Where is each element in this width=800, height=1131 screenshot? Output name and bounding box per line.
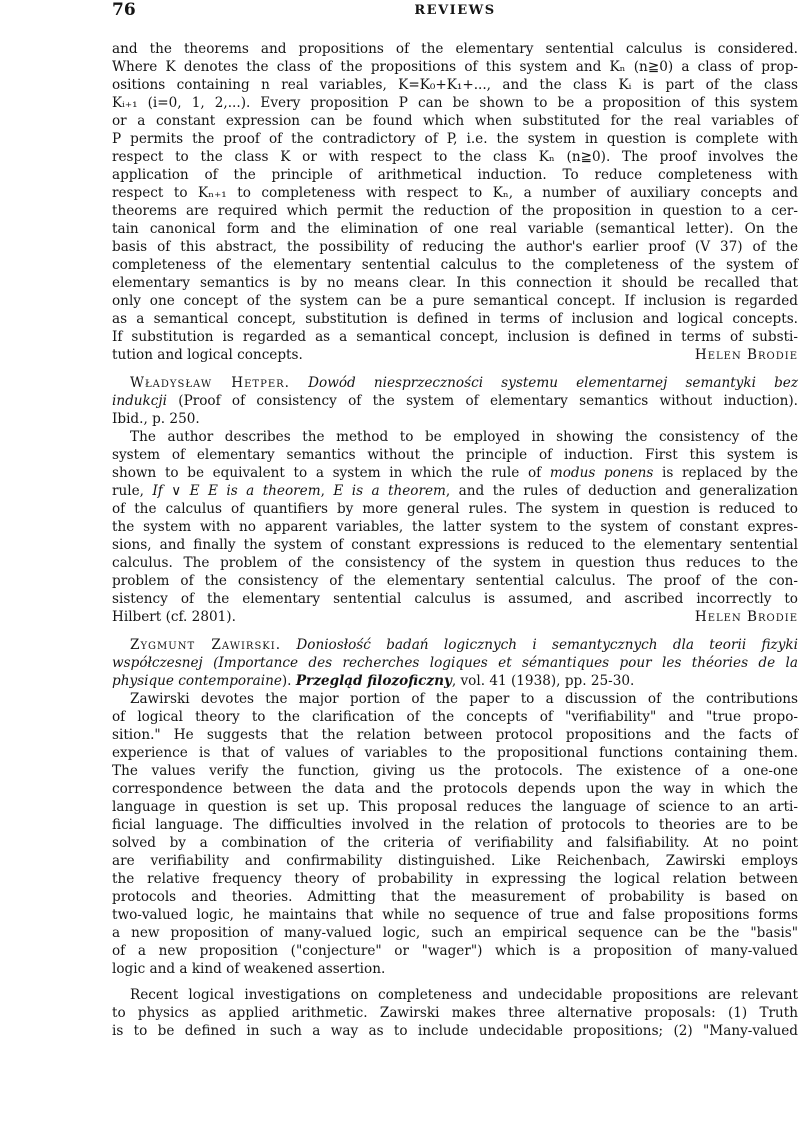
- text-line: sition." He suggests that the relation between protocol propositions and the facts of: [112, 727, 798, 743]
- review-heading: współczesnej (Importance des recherches logiques et sémantiques pour les théories de la: [112, 655, 798, 671]
- text-line: P permits the proof of the contradictory of P, i.e. the system in question is complete with: [112, 131, 798, 147]
- review-heading: indukcji (Proof of consistency of the system of elementary semantics without induction).: [112, 393, 798, 409]
- text-line: sions, and finally the system of constant expressions is reduced to the elementary sentential: [112, 537, 798, 553]
- text-line: solved by a combination of the criteria of verifiability and falsifiability. At no point: [112, 835, 798, 851]
- text-line: to physics as applied arithmetic. Zawirski makes three alternative proposals: (1) Truth: [112, 1005, 798, 1021]
- text-line: of a new proposition ("conjecture" or "wager") which is a proposition of many-valued: [112, 943, 798, 959]
- text-line: language in question is set up. This proposal reduces the language of science to an arti-: [112, 799, 798, 815]
- page-body: [112, 40, 798, 1040]
- text-line: system of elementary semantics without the principle of induction. First this system is: [112, 447, 798, 463]
- closing-text: tution and logical concepts.: [112, 347, 303, 363]
- text-line: The values verify the function, giving us the protocols. The existence of a one-one: [112, 763, 798, 779]
- reviewer-signature: Helen Brodie: [694, 609, 798, 625]
- page-number: 76: [112, 0, 136, 20]
- closing-line: [112, 608, 798, 626]
- text-line: logic and a kind of weakened assertion.: [112, 961, 386, 977]
- text-line: or a constant expression can be found which when substituted for the real variables of: [112, 113, 798, 129]
- text-line: Where K denotes the class of the propositions of this system and Kₙ (n≧0) a class of prop-: [112, 59, 798, 75]
- review-heading: Ibid., p. 250.: [112, 411, 200, 427]
- text-line: respect to Kₙ₊₁ to completeness with respect to Kₙ, a number of auxiliary concepts and: [112, 185, 798, 201]
- review-heading: physique contemporaine). Przegląd filozoficzny, vol. 41 (1938), pp. 25-30.: [112, 673, 635, 689]
- text-line: of the calculus of quantifiers by more general rules. The system in question is reduced to: [112, 501, 798, 517]
- review-heading: [112, 636, 798, 654]
- text-line: are verifiability and confirmability distinguished. Like Reichenbach, Zawirski employs: [112, 853, 798, 869]
- reviewer-signature: Helen Brodie: [694, 347, 798, 363]
- review-continuation: [112, 40, 798, 364]
- page-header: [112, 0, 798, 24]
- text-line: as a semantical concept, substitution is defined in terms of inclusion and logical concepts.: [112, 311, 798, 327]
- closing-line: [112, 346, 798, 364]
- text-line: of logical theory to the clarification of the concepts of "verifiability" and "true propo-: [112, 709, 798, 725]
- text-line: basis of this abstract, the possibility of reducing the author's earlier proof (V 37) of the: [112, 239, 798, 255]
- text-line: Zawirski devotes the major portion of the paper to a discussion of the contributions: [130, 691, 798, 707]
- review-zawirski: [112, 636, 798, 1040]
- text-line: problem of the consistency of the elementary sentential calculus. The proof of the con-: [112, 573, 798, 589]
- text-line: ficial language. The difficulties involved in the relation of protocols to theories are to be: [112, 817, 798, 833]
- text-line: The author describes the method to be employed in showing the consistency of the: [130, 429, 798, 445]
- text-line: Recent logical investigations on completeness and undecidable propositions are relevant: [130, 987, 798, 1003]
- closing-text: Hilbert (cf. 2801).: [112, 609, 236, 625]
- author-name: Zygmunt Zawirski.: [130, 637, 282, 653]
- text-line: application of the principle of arithmetical induction. To reduce completeness with: [112, 167, 798, 183]
- text-line: tain canonical form and the elimination of one real variable (semantical letter). On the: [112, 221, 798, 237]
- text-line: the system with no apparent variables, the latter system to the system of constant expres-: [112, 519, 798, 535]
- text-line: shown to be equivalent to a system in which the rule of modus ponens is replaced by the: [112, 465, 798, 481]
- text-line: only one concept of the system can be a pure semantical concept. If inclusion is regarded: [112, 293, 798, 309]
- text-line: theorems are required which permit the reduction of the proposition in question to a cer-: [112, 203, 798, 219]
- text-line: protocols and theories. Admitting that the measurement of probability is based on: [112, 889, 798, 905]
- text-line: experience is that of values of variables to the propositional functions containing them.: [112, 745, 798, 761]
- text-line: sistency of the elementary sentential calculus is assumed, and ascribed incorrectly to: [112, 591, 798, 607]
- text-line: elementary semantics is by no means clear. In this connection it should be recalled that: [112, 275, 798, 291]
- text-line: respect to the class K or with respect to the class Kₙ (n≧0). The proof involves the: [112, 149, 798, 165]
- text-line: and the theorems and propositions of the elementary sentential calculus is considered.: [112, 41, 798, 57]
- text-line: rule, If ∨ E E is a theorem, E is a theorem, and the rules of deduction and generalization: [112, 483, 798, 499]
- text-line: Kᵢ₊₁ (i=0, 1, 2,...). Every proposition P can be shown to be a proposition of this system: [112, 95, 798, 111]
- text-line: correspondence between the data and the protocols depends upon the way in which the: [112, 781, 798, 797]
- review-heading: [112, 374, 798, 392]
- running-head: REVIEWS: [414, 3, 496, 18]
- text-line: calculus. The problem of the consistency of the system in question thus reduces to the: [112, 555, 798, 571]
- review-hetper: [112, 374, 798, 626]
- text-line: a new proposition of many-valued logic, such an empirical sequence can be the "basis": [112, 925, 798, 941]
- author-name: Władysław Hetper.: [130, 375, 290, 391]
- text-line: the relative frequency theory of probability in expressing the logical relation between: [112, 871, 798, 887]
- text-line: If substitution is regarded as a semantical concept, inclusion is defined in terms of substi-: [112, 329, 798, 345]
- title-polish: Dowód niesprzeczności systemu elementarnej semantyki bez: [308, 375, 798, 391]
- text-line: is to be defined in such a way as to include undecidable propositions; (2) "Many-valued: [112, 1023, 798, 1039]
- text-line: two-valued logic, he maintains that while no sequence of true and false propositions forms: [112, 907, 798, 923]
- text-line: completeness of the elementary sentential calculus to the completeness of the system of: [112, 257, 798, 273]
- title-polish: Doniosłość badań logicznych i semantycznych dla teorii fizyki: [296, 637, 798, 653]
- text-line: ositions containing n real variables, K=K₀+K₁+..., and the class Kᵢ is part of the class: [112, 77, 798, 93]
